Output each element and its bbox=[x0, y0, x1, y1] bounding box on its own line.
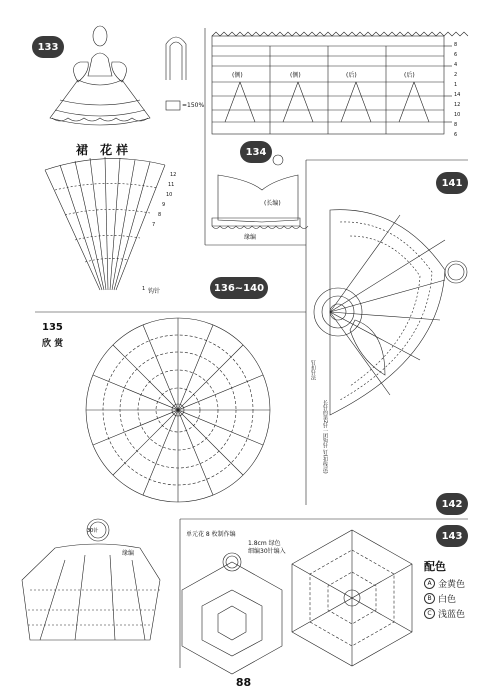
legend-item bbox=[424, 592, 465, 605]
center-note: 细编30针编入 bbox=[248, 548, 286, 555]
row-mark: 12 bbox=[170, 172, 177, 178]
row-mark: 11 bbox=[168, 182, 175, 188]
legend-color-name: 浅蓝色 bbox=[438, 610, 466, 620]
lattice-chart-142 bbox=[22, 519, 160, 640]
page-number: 88 bbox=[235, 676, 252, 689]
row-mark: 14 bbox=[454, 92, 461, 98]
legend-color-name: 金黄色 bbox=[438, 580, 466, 590]
badge-143: 143 bbox=[436, 525, 468, 547]
row-mark: 2 bbox=[454, 72, 458, 78]
badge-134: 134 bbox=[240, 141, 272, 163]
row-mark: 8 bbox=[158, 212, 162, 218]
legend-key: B bbox=[424, 593, 435, 604]
panel-label: (后) bbox=[404, 72, 415, 79]
row-mark: 8 bbox=[454, 122, 458, 128]
color-legend bbox=[424, 558, 465, 622]
panel-label: (后) bbox=[346, 72, 357, 79]
row-mark: 4 bbox=[454, 62, 458, 68]
motif-note: 单元花 8 枚制作编 bbox=[186, 531, 236, 538]
row-mark: 7 bbox=[152, 222, 156, 228]
hexagon-motif-chart bbox=[292, 530, 412, 666]
panel-label: (侧) bbox=[290, 72, 301, 79]
row-mark: 9 bbox=[162, 202, 166, 208]
panel-label: (侧) bbox=[232, 72, 243, 79]
start-mark: 1 bbox=[142, 286, 146, 292]
edge-label: 缘编 bbox=[122, 550, 135, 557]
stitch-note: 钩针 bbox=[148, 288, 161, 295]
dress-illustration bbox=[50, 26, 150, 125]
long-stitch-label: (长编) bbox=[264, 200, 281, 207]
section-number-135: 135 bbox=[42, 322, 63, 333]
legend-color-name: 白色 bbox=[438, 595, 457, 605]
vertical-note: 钉扣针法 bbox=[310, 360, 316, 380]
legend-key: C bbox=[424, 608, 435, 619]
legend-title: 配色 bbox=[424, 560, 446, 573]
badge-133: 133 bbox=[32, 36, 64, 58]
fan-chart-141 bbox=[314, 210, 467, 415]
badge-136-140: 136~140 bbox=[210, 277, 268, 299]
ring-stitch-count: 30针 bbox=[87, 528, 99, 534]
scale-note: =150% bbox=[182, 102, 205, 109]
shorts-diagram bbox=[212, 155, 308, 229]
hanger-diagram bbox=[166, 37, 186, 110]
legend-item bbox=[424, 607, 465, 620]
row-mark: 10 bbox=[166, 192, 173, 198]
rectangular-chart bbox=[212, 32, 468, 134]
appreciation-label: 欣 赏 bbox=[42, 339, 64, 349]
center-note: 1.8cm 绿色 bbox=[248, 540, 281, 547]
badge-142: 142 bbox=[436, 493, 468, 515]
row-mark: 1 bbox=[454, 82, 458, 88]
row-mark: 6 bbox=[454, 52, 458, 58]
row-mark: 12 bbox=[454, 102, 461, 108]
hexagon-motif-layout bbox=[182, 553, 282, 674]
skirt-pattern-heading: 裙 花样 bbox=[76, 143, 133, 157]
row-mark: 10 bbox=[454, 112, 461, 118]
badge-141: 141 bbox=[436, 172, 468, 194]
edge-label: 缘编 bbox=[244, 234, 257, 241]
round-doily-chart bbox=[86, 318, 270, 502]
row-mark: 8 bbox=[454, 42, 458, 48]
legend-key: A bbox=[424, 578, 435, 589]
skirt-fan-chart bbox=[45, 157, 165, 290]
legend-item bbox=[424, 577, 465, 590]
vertical-note: 长针的第2针一团钩针 钉(扣线法) bbox=[322, 400, 328, 474]
row-mark: 6 bbox=[454, 132, 458, 138]
